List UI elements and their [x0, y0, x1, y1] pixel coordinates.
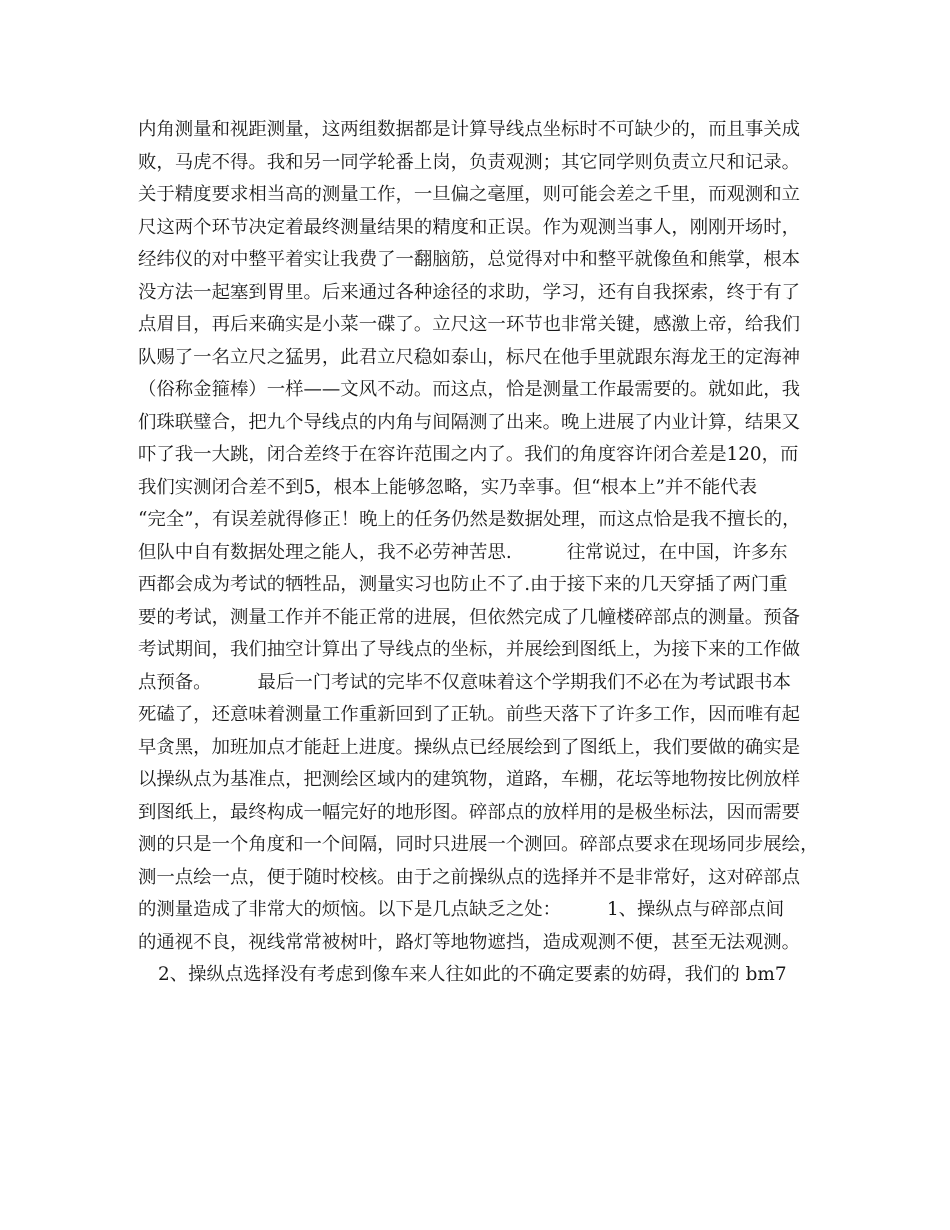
text-line: 败，马虎不得。我和另一同学轮番上岗，负责观测；其它同学则负责立尺和记录。 — [138, 151, 801, 173]
body-text — [138, 114, 818, 992]
text-line: 我们实测闭合差不到5，根本上能够忽略，实乃幸事。但“根本上”并不能代表 — [138, 476, 758, 498]
text-line: 以操纵点为基准点，把测绘区域内的建筑物，道路，车棚，花坛等地物按比例放样 — [138, 769, 801, 790]
text-line: 们珠联璧合，把九个导线点的内角与间隔测了出来。晚上进展了内业计算，结果又 — [138, 411, 801, 433]
text-line: 测的只是一个角度和一个间隔，同时只进展一个测回。碎部点要求在现场同步展绘， — [138, 834, 819, 855]
text-line: 队赐了一名立尺之猛男，此君立尺稳如泰山，标尺在他手里就跟东海龙王的定海神 — [138, 346, 801, 368]
text-line: 早贪黑，加班加点才能赶上进度。操纵点已经展绘到了图纸上，我们要做的确实是 — [138, 736, 801, 758]
text-line: 点眉目，再后来确实是小菜一碟了。立尺这一环节也非常关键，感激上帝，给我们 — [138, 314, 801, 335]
text-line: 到图纸上，最终构成一幅完好的地形图。碎部点的放样用的是极坐标法，因而需要 — [138, 801, 801, 823]
text-line: 吓了我一大跳，闭合差终于在容许范围之内了。我们的角度容许闭合差是120，而 — [138, 444, 799, 465]
text-line: 要的考试，测量工作并不能正常的进展，但依然完成了几幢楼碎部点的测量。预备 — [138, 606, 801, 628]
text-line: 测一点绘一点，便于随时校核。由于之前操纵点的选择并不是非常好，这对碎部点 — [138, 866, 801, 888]
text-line: 死磕了，还意味着测量工作重新回到了正轨。前些天落下了许多工作，因而唯有起 — [138, 704, 801, 725]
text-line: 西都会成为考试的牺牲品，测量实习也防止不了.由于接下来的几天穿插了两门重 — [138, 574, 788, 595]
text-line: 经纬仪的对中整平着实让我费了一翻脑筋，总觉得对中和整平就像鱼和熊掌，根本 — [138, 249, 801, 270]
text-line: 没方法一起塞到胃里。后来通过各种途径的求助，学习，还有自我探索，终于有了 — [138, 281, 801, 303]
text-line: 但队中自有数据处理之能人，我不必劳神苦思. 往常说过，在中国，许多东 — [138, 541, 788, 563]
text-line: 尺这两个环节决定着最终测量结果的精度和正误。作为观测当事人，刚刚开场时， — [138, 216, 801, 238]
text-line: 的测量造成了非常大的烦恼。以下是几点缺乏之处： 1、操纵点与碎部点间 — [138, 899, 785, 920]
text-line: 内角测量和视距测量，这两组数据都是计算导线点坐标时不可缺少的，而且事关成 — [138, 119, 801, 140]
text-line: 关于精度要求相当高的测量工作，一旦偏之毫厘，则可能会差之千里，而观测和立 — [138, 184, 801, 205]
text-line: 点预备。 最后一门考试的完毕不仅意味着这个学期我们不必在为考试跟书本 — [138, 671, 791, 693]
text-line: 考试期间，我们抽空计算出了导线点的坐标，并展绘到图纸上，为接下来的工作做 — [138, 639, 801, 660]
text-line: 2、操纵点选择没有考虑到像车来人往如此的不确定要素的妨碍，我们的 bm7 — [158, 964, 787, 985]
text-line: “完全”，有误差就得修正！晚上的任务仍然是数据处理，而这点恰是我不擅长的， — [138, 509, 801, 530]
text-line: （俗称金箍棒）一样——文风不动。而这点，恰是测量工作最需要的。就如此，我 — [138, 379, 801, 400]
text-line: 的通视不良，视线常常被树叶，路灯等地物遮挡，造成观测不便，甚至无法观测。 — [138, 931, 801, 953]
